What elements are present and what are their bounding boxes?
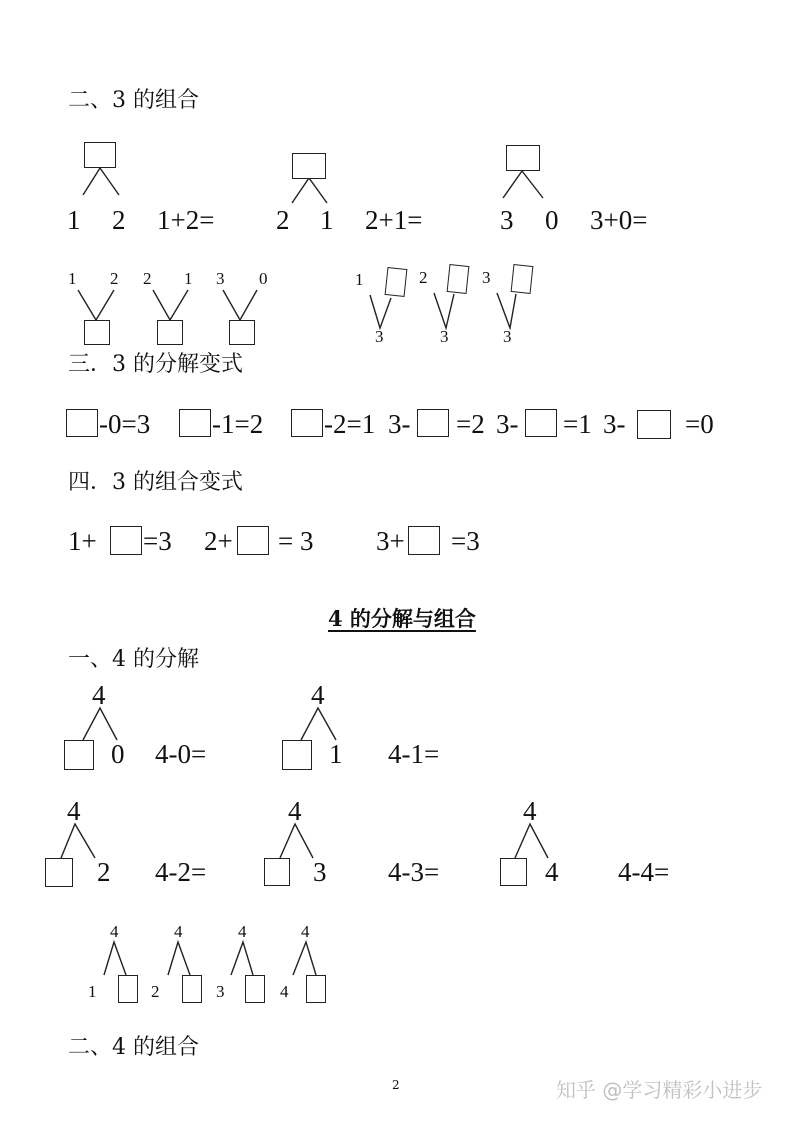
tree-number: 4 — [545, 857, 559, 887]
answer-box[interactable] — [408, 526, 440, 555]
equation-part: 3- — [388, 409, 411, 439]
tree-number: 2 — [143, 269, 152, 288]
tree-number: 4 — [288, 796, 302, 826]
tree-number: 2 — [276, 205, 290, 235]
tree-number: 1 — [88, 982, 97, 1001]
equation: 4-1= — [388, 739, 440, 769]
page-title: 4 的分解与组合 — [328, 606, 476, 631]
equation-part: = 3 — [278, 526, 314, 556]
tree-number: 4 — [280, 982, 289, 1001]
tree-number: 3 — [375, 327, 384, 346]
equation-part: 2+ — [204, 526, 233, 556]
tree-number: 4 — [301, 922, 310, 941]
answer-box[interactable] — [292, 153, 326, 179]
tree-number: 4 — [523, 796, 537, 826]
answer-box[interactable] — [291, 409, 323, 437]
answer-box[interactable] — [229, 320, 255, 345]
tree-number: 2 — [112, 205, 126, 235]
tree-number: 1 — [329, 739, 343, 769]
answer-box[interactable] — [525, 409, 557, 437]
equation: 3+0= — [590, 205, 648, 235]
tree-number: 4 — [67, 796, 81, 826]
answer-box[interactable] — [637, 410, 671, 439]
equation-part: -1=2 — [212, 409, 264, 439]
answer-box[interactable] — [500, 858, 527, 886]
answer-box[interactable] — [385, 267, 408, 297]
answer-box[interactable] — [306, 975, 326, 1003]
equation: 4-4= — [618, 857, 670, 887]
watermark: 知乎 @学习精彩小进步 — [556, 1078, 763, 1102]
equation-part: 1+ — [68, 526, 97, 556]
answer-box[interactable] — [506, 145, 540, 171]
answer-box[interactable] — [417, 409, 449, 437]
answer-box[interactable] — [264, 858, 290, 886]
tree-number: 0 — [111, 739, 125, 769]
equation: 4-3= — [388, 857, 440, 887]
equation-part: -0=3 — [99, 409, 151, 439]
tree-number: 0 — [545, 205, 559, 235]
tree-number: 4 — [174, 922, 183, 941]
tree-number: 2 — [151, 982, 160, 1001]
section-heading-3-combination-variants: 四．3 的组合变式 — [68, 470, 243, 495]
equation-part: 3- — [496, 409, 519, 439]
equation-part: =2 — [456, 409, 485, 439]
answer-box[interactable] — [66, 409, 98, 437]
equation-part: =3 — [451, 526, 480, 556]
equation: 4-0= — [155, 739, 207, 769]
tree-number: 1 — [68, 269, 77, 288]
tree-number: 2 — [419, 268, 428, 287]
equation-part: =1 — [563, 409, 592, 439]
equation: 4-2= — [155, 857, 207, 887]
page-number: 2 — [392, 1078, 400, 1092]
answer-box[interactable] — [45, 858, 73, 887]
tree-number: 3 — [216, 982, 225, 1001]
equation-part: 3- — [603, 409, 626, 439]
equation-part: =0 — [685, 409, 714, 439]
answer-box[interactable] — [182, 975, 202, 1003]
equation-part: 3+ — [376, 526, 405, 556]
tree-number: 4 — [311, 680, 325, 710]
section-heading-4-decomposition: 一、4 的分解 — [68, 647, 199, 672]
equation: 1+2= — [157, 205, 215, 235]
answer-box[interactable] — [84, 320, 110, 345]
tree-number: 3 — [216, 269, 225, 288]
tree-number: 3 — [503, 327, 512, 346]
section-heading-4-combination: 二、4 的组合 — [68, 1035, 199, 1060]
answer-box[interactable] — [245, 975, 265, 1003]
tree-number: 1 — [355, 270, 364, 289]
section-heading-3-decomposition-variants: 三．3 的分解变式 — [68, 352, 243, 377]
tree-number: 2 — [97, 857, 111, 887]
tree-number: 3 — [313, 857, 327, 887]
equation: 2+1= — [365, 205, 423, 235]
tree-number: 0 — [259, 269, 268, 288]
equation-part: -2=1 — [324, 409, 376, 439]
tree-number: 3 — [500, 205, 514, 235]
tree-number: 3 — [482, 268, 491, 287]
answer-box[interactable] — [237, 526, 269, 555]
tree-number: 4 — [92, 680, 106, 710]
answer-box[interactable] — [118, 975, 138, 1003]
tree-number: 1 — [320, 205, 334, 235]
answer-box[interactable] — [511, 264, 534, 294]
tree-number: 3 — [440, 327, 449, 346]
answer-box[interactable] — [282, 740, 312, 770]
tree-number: 4 — [110, 922, 119, 941]
tree-number: 4 — [238, 922, 247, 941]
tree-number: 1 — [67, 205, 81, 235]
section-heading-3-combination: 二、3 的组合 — [68, 88, 199, 113]
tree-number: 2 — [110, 269, 119, 288]
answer-box[interactable] — [447, 264, 470, 294]
answer-box[interactable] — [110, 526, 142, 555]
answer-box[interactable] — [84, 142, 116, 168]
answer-box[interactable] — [179, 409, 211, 437]
tree-number: 1 — [184, 269, 193, 288]
equation-part: =3 — [143, 526, 172, 556]
answer-box[interactable] — [157, 320, 183, 345]
answer-box[interactable] — [64, 740, 94, 770]
